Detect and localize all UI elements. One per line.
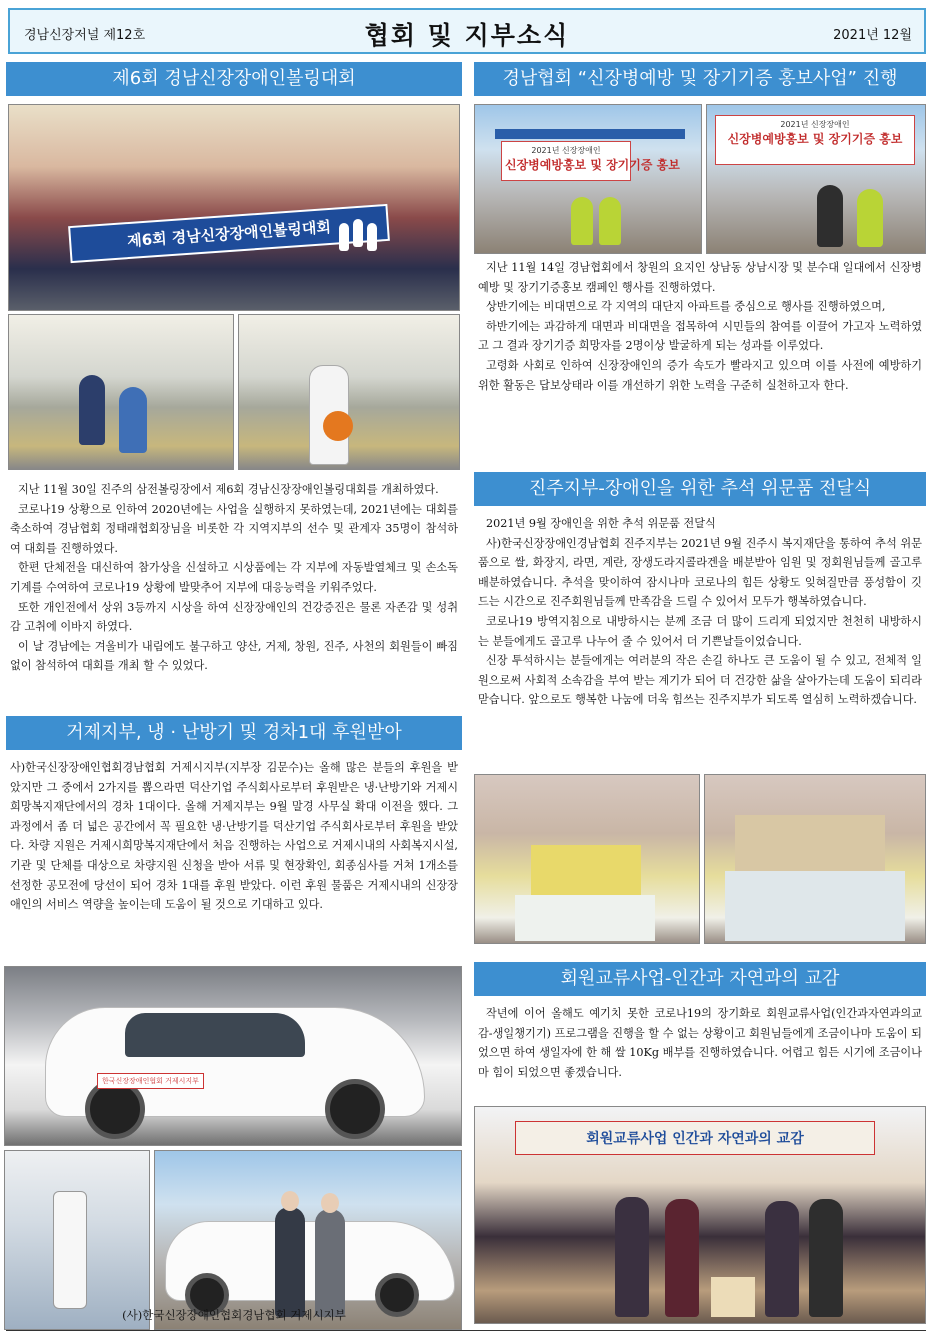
geoje-car-area <box>6 966 462 1150</box>
article-paragraph: 코로나19 방역지침으로 내방하시는 분께 조금 더 많이 드리게 되었지만 천천히 내방하시는 분들에게도 골고루 나누어 줄 수 있어서 더 기쁜날들이었습니다. <box>478 614 922 648</box>
article-paragraph: 신장 투석하시는 분들에게는 여러분의 작은 손길 하나도 큰 도움이 될 수 있고, 전체적 일원으로써 사회적 소속감을 부여 받는 계기가 되어 더 건강한 삶을 살아가는데 도움이 되리라 맏습니다. 앞으로도 행복한 나눔에 더욱 힘쓰는 진주지부가 되도록 열심히 노력하겠습니다. <box>478 654 922 707</box>
right-column <box>474 62 926 1328</box>
person-head <box>281 1191 299 1211</box>
volunteer-figure <box>571 197 593 245</box>
person-figure <box>315 1209 345 1317</box>
car-wheel <box>325 1079 385 1139</box>
bowling-player-photo <box>238 314 460 470</box>
article-paragraph: 2021년 9월 장애인을 위한 추석 위문품 전달식 <box>486 517 716 530</box>
bowling-article <box>6 480 462 704</box>
exchange-photo-area <box>474 1106 926 1328</box>
article-paragraph: 코로나19 상황으로 인하여 2020년에는 사업을 실행하지 못하였는데, 2021년에는 대회를 축소하여 경남협회 정태래협회장님을 비롯한 각 지역지부의 선수 및 관계자 35명이 참석하여 대회를 진행하였다. <box>10 502 458 555</box>
tent-canopy <box>495 129 685 139</box>
section-title-campaign: 경남협회 “신장병예방 및 장기기증 홍보사업” 진행 <box>474 62 926 96</box>
bowling-pin-icon <box>353 219 363 247</box>
person-head <box>321 1193 339 1213</box>
volunteer-figure <box>857 189 883 247</box>
car-decal: 한국신장장애인협회 거제시지부 <box>97 1073 204 1089</box>
article-paragraph: 지난 11월 14일 경남협회에서 창원의 요지인 상남동 상남시장 및 분수대 일대에서 신장병예방 및 장기기증홍보 캠페인 행사를 진행하였다. <box>478 261 922 294</box>
bowling-banner: 제6회 경남신장장애인볼링대회 <box>68 204 390 263</box>
section-title-geoje: 거제지부, 냉 · 난방기 및 경차1대 후원받아 <box>6 716 462 750</box>
geoje-photo-row <box>6 1150 462 1330</box>
player-figure <box>79 375 105 445</box>
member-figure <box>765 1201 799 1317</box>
issue-date: 2021년 12월 <box>833 28 912 43</box>
jinju-photo-row <box>474 774 926 954</box>
campaign-sign-title: 신장병예방홍보 및 장기기증 홍보 <box>727 132 903 146</box>
exchange-banner: 회원교류사업 인간과 자연과의 교감 <box>515 1121 875 1155</box>
page-header <box>8 8 926 54</box>
exchange-article <box>474 1004 926 1100</box>
person-figure <box>817 185 843 247</box>
bowling-group-photo <box>8 104 460 311</box>
exchange-group-photo <box>474 1106 926 1324</box>
bowling-ball-icon <box>323 411 353 441</box>
bowling-pin-icon <box>367 223 377 251</box>
player-figure <box>119 387 147 453</box>
air-conditioner-figure <box>53 1191 87 1309</box>
article-paragraph: 사)한국신장장애인협회경남협회 거제시지부(지부장 김문수)는 올해 많은 분들의 후원을 받았지만 그 중에서 2가지를 뽑으라면 덕산기업 주식회사로부터 후원받은 냉·난방기와 거제시 희망복지재단에서의 경차 1대이다. 올해 거제지부는 9월 말경 사무실 확대 이전을 했다. 그 과정에서 좀 더 넓은 공간에서 꼭 필요한 냉·난방기를 덕산기업 주식회사로부터 후원을 받았다. 차량 지원은 거제시희망복지재단에서 처음 진행하는 사업으로 거제시내의 사회복지시설, 기관 및 단체를 대상으로 차량지원 신청을 받아 서류 및 현장확인, 회종심사를 거쳐 1개소를 선정한 공모전에 당선이 되어 경차 1대를 후원 받았다. 이런 후원 물품은 거제시내의 신장장애인의 서비스 역량을 높이는데 도움이 될 것으로 기대하고 있다. <box>10 761 458 912</box>
gift-goods-photo <box>474 774 700 944</box>
article-paragraph: 사)한국신장장애인경남협회 진주지부는 2021년 9월 진주시 복지재단을 통하여 추석 위문품으로 쌀, 화장지, 라면, 계란, 장생도라지콜라겐을 배분받아 임원 및 정회원님들께 골고루 배분하였습니다. 추석을 맞이하여 잠시나마 코로나의 힘든 상황도 잊혀질만큼 풍성함이 깃드는 시간으로 진주회원님들께 만족감을 드릴 수 있어서 모두가 행복하였습니다. <box>478 536 922 609</box>
article-paragraph: 작년에 이어 올해도 예기치 못한 코로나19의 장기화로 회원교류사업(인간과자연과의교감-생일챙기기) 프로그램을 진행을 할 수 없는 상황이고 회원님들에게 조금이나마 도움이 되었으면 하여 생일자에 한 해 쌀 10Kg 배부를 진행하였습니다. 어렵고 힘든 시기에 조금이나마 힘이 되었으면 좋겠습니다. <box>478 1007 922 1079</box>
article-paragraph: 이 날 경남에는 겨울비가 내림에도 불구하고 양산, 거제, 창원, 진주, 사천의 회원들이 빠짐없이 참석하여 대회를 개최 할 수 있었다. <box>10 639 458 673</box>
campaign-sign <box>501 141 680 181</box>
journal-issue: 경남신장저널 제12호 <box>24 28 146 43</box>
bowling-pin-icon <box>339 223 349 251</box>
rice-bags <box>725 871 905 941</box>
geoje-car-photo <box>4 966 462 1146</box>
rice-bags <box>515 895 655 941</box>
car-handover-photo <box>154 1150 462 1330</box>
photo-caption: (사)한국신장장애인협회경남협회 거제시지부 <box>122 1308 346 1322</box>
page-title: 협회 및 지부소식 <box>364 21 570 50</box>
gift-goods-photo-2 <box>704 774 926 944</box>
campaign-booth-photo <box>474 104 702 254</box>
member-figure <box>615 1197 649 1317</box>
section-title-bowling: 제6회 경남신장장애인볼링대회 <box>6 62 462 96</box>
geoje-article <box>6 758 462 958</box>
campaign-sign-title: 신장병예방홍보 및 장기기증 홍보 <box>505 158 680 172</box>
article-paragraph: 지난 11월 30일 진주의 삼전볼링장에서 제6회 경남신장장애인볼링대회를 개최하였다. <box>18 483 439 496</box>
section-title-exchange: 회원교류사업-인간과 자연과의 교감 <box>474 962 926 996</box>
campaign-sign-sub: 2021년 신장장애인 <box>780 120 850 129</box>
article-paragraph: 한편 단체전을 대신하여 참가상을 신설하고 시상품에는 각 지부에 자동발열체크 및 손소독 기계를 수여하여 코로나19 상황에 발맞추어 지부에 대응능력을 키워주었다. <box>10 561 458 594</box>
volunteer-figure <box>599 197 621 245</box>
article-paragraph: 상반기에는 비대면으로 각 지역의 대단지 아파트를 중심으로 행사를 진행하였으며, <box>486 300 886 314</box>
aircon-photo <box>4 1150 150 1330</box>
member-figure <box>665 1199 699 1317</box>
article-paragraph: 하반기에는 과감하게 대면과 비대면을 접목하여 시민들의 참여를 이끌어 가고자 노력하였고 그 결과 장기기증 희망자를 2명이상 발굴하게 되는 성과를 이루었다. <box>478 319 922 353</box>
campaign-article <box>474 258 926 464</box>
rice-bags <box>711 1277 755 1317</box>
campaign-sign-sub: 2021년 신장장애인 <box>531 146 601 155</box>
campaign-photo-row <box>474 104 926 258</box>
left-column <box>6 62 462 1330</box>
campaign-sign-photo <box>706 104 926 254</box>
campaign-sign <box>715 115 915 165</box>
car-window <box>125 1013 305 1057</box>
goods-boxes <box>735 815 885 875</box>
bowling-photo-row <box>6 314 462 474</box>
section-title-jinju: 진주지부-장애인을 위한 추석 위문품 전달식 <box>474 472 926 506</box>
bowling-photo-area <box>6 104 462 314</box>
article-paragraph: 고령화 사회로 인하여 신장장애인의 증가 속도가 빨라지고 있으며 이를 사전에 예방하기 위한 활동은 답보상태라 이를 개선하기 위한 노력을 구준히 실천하고자 한다. <box>478 358 922 392</box>
person-figure <box>275 1207 305 1317</box>
member-figure <box>809 1199 843 1317</box>
article-paragraph: 또한 개인전에서 상위 3등까지 시상을 하여 신장장애인의 건강증진은 물론 자존감 및 성취감 고취에 이바지 하였다. <box>10 600 458 634</box>
bowling-lane-photo <box>8 314 234 470</box>
page-bottom-rule <box>6 1330 926 1331</box>
jinju-article <box>474 514 926 770</box>
